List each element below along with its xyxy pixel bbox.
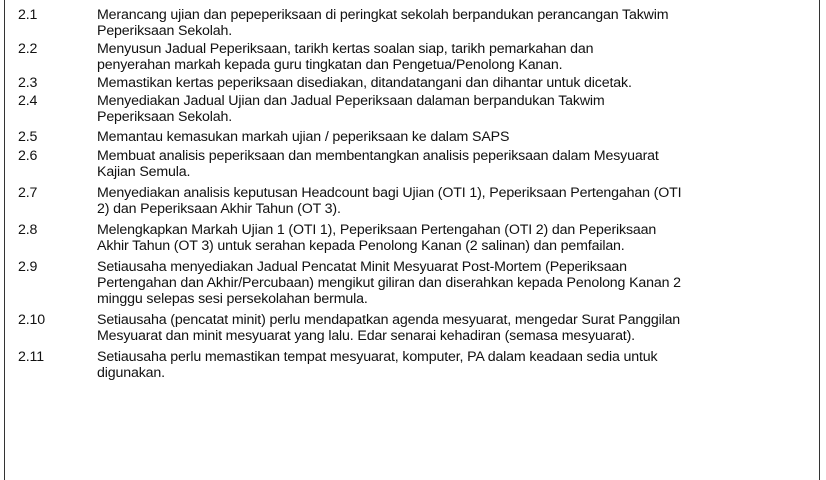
item-number: 2.11 (18, 349, 44, 365)
list-item (0, 75, 826, 91)
item-number: 2.9 (18, 259, 38, 275)
item-text: Menyusun Jadual Peperiksaan, tarikh kertas soalan siap, tarikh pemarkahan dan penyerahan markah kepada guru tingkatan dan Pengetua/Penolong Kanan. (97, 41, 594, 73)
list-item (0, 349, 826, 381)
list-item (0, 93, 826, 125)
item-number: 2.8 (18, 222, 38, 238)
list-item (0, 222, 826, 254)
list-item (0, 312, 826, 344)
item-text: Membuat analisis peperiksaan dan membentangkan analisis peperiksaan dalam Mesyuarat Kajian Semula. (97, 148, 659, 180)
item-number: 2.3 (18, 75, 38, 91)
item-text: Memastikan kertas peperiksaan disediakan, ditandatangani dan dihantar untuk dicetak. (97, 75, 632, 91)
item-text: Memantau kemasukan markah ujian / peperiksaan ke dalam SAPS (97, 129, 510, 145)
item-text: Setiausaha (pencatat minit) perlu mendapatkan agenda mesyuarat, mengedar Surat Panggilan Mesyuarat dan minit mesyuarat yang lalu. Edar senarai kehadiran (semasa mesyuarat). (97, 312, 681, 344)
item-number: 2.7 (18, 185, 38, 201)
list-item (0, 7, 826, 39)
item-number: 2.4 (18, 93, 38, 109)
list-item (0, 185, 826, 217)
item-text: Menyediakan analisis keputusan Headcount bagi Ujian (OTI 1), Peperiksaan Pertengahan (OTI 2) dan Peperiksaan Akhir Tahun (OT 3). (97, 185, 682, 217)
list-item (0, 148, 826, 180)
item-number: 2.1 (18, 7, 38, 23)
item-text: Menyediakan Jadual Ujian dan Jadual Peperiksaan dalaman berpandukan Takwim Peperiksaan Sekolah. (97, 93, 605, 125)
item-number: 2.5 (18, 129, 38, 145)
item-number: 2.2 (18, 41, 38, 57)
item-text: Setiausaha perlu memastikan tempat mesyuarat, komputer, PA dalam keadaan sedia untuk digunakan. (97, 349, 658, 381)
item-text: Setiausaha menyediakan Jadual Pencatat Minit Mesyuarat Post-Mortem (Peperiksaan Pertengahan dan Akhir/Percubaan) mengikut giliran dan diserahkan kepada Penolong Kanan 2 minggu selepas sesi persekolahan bermula. (97, 259, 681, 307)
list-item (0, 129, 826, 145)
numbered-list (0, 7, 826, 381)
item-text: Merancang ujian dan pepeperiksaan di peringkat sekolah berpandukan perancangan Takwim Peperiksaan Sekolah. (97, 7, 669, 39)
list-item (0, 259, 826, 307)
item-text: Melengkapkan Markah Ujian 1 (OTI 1), Peperiksaan Pertengahan (OTI 2) dan Peperiksaan Akhir Tahun (OT 3) untuk serahan kepada Penolong Kanan (2 salinan) dan pemfailan. (97, 222, 657, 254)
item-number: 2.10 (18, 312, 46, 328)
item-number: 2.6 (18, 148, 38, 164)
list-item (0, 41, 826, 73)
